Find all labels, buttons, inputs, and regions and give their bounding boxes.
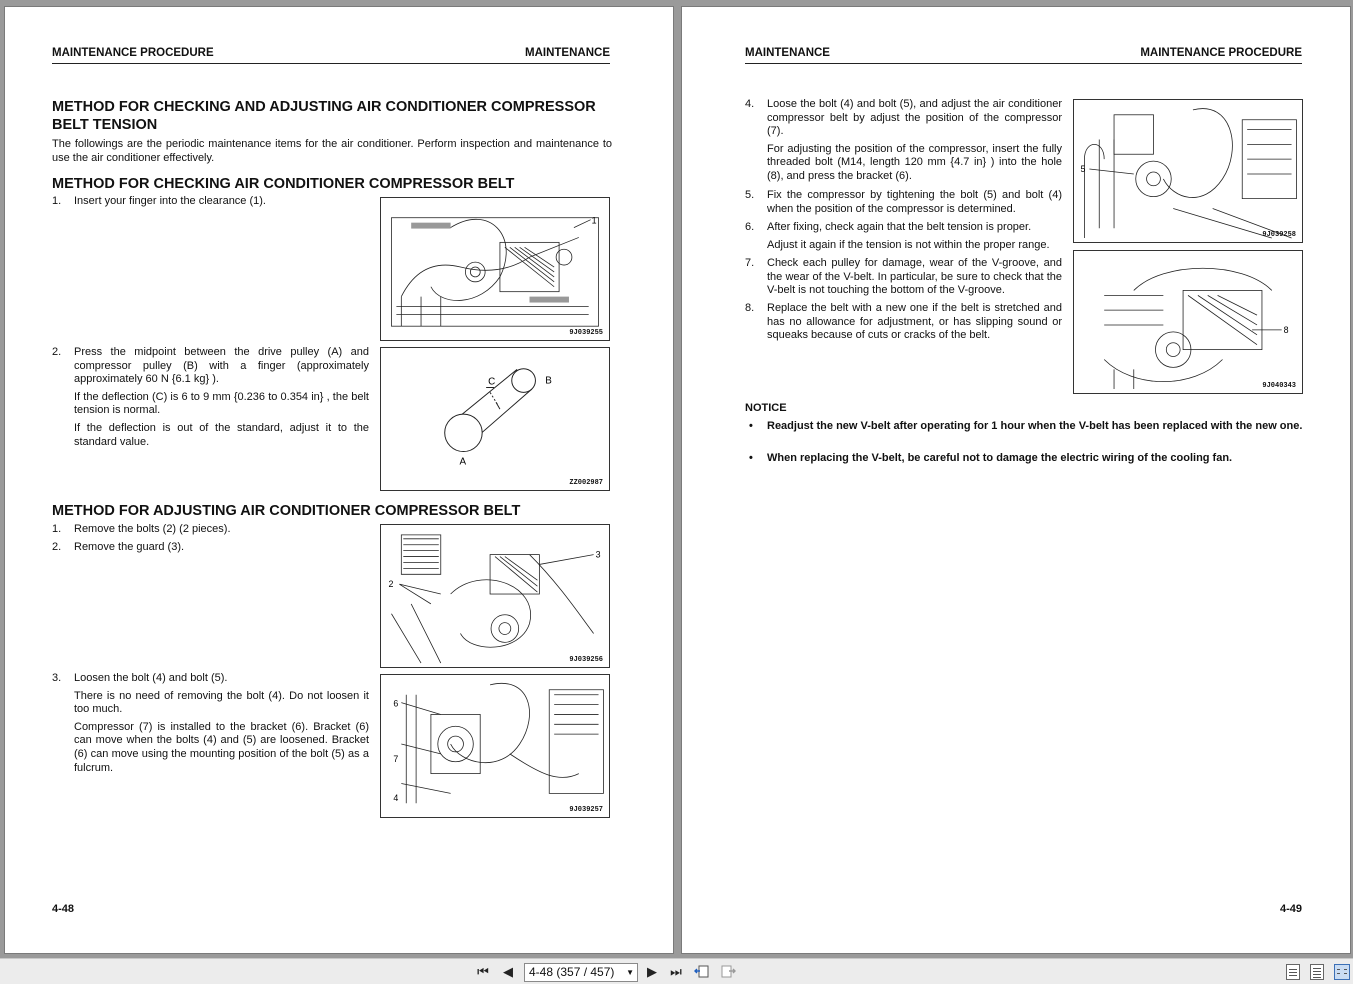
- step-subtext: For adjusting the position of the compressor, insert the fully threaded bolt (M14, length 120 mm {4.7 in} ) into the hole (8), and press the bracket (6).: [767, 142, 1062, 182]
- engine-illustration: [381, 198, 609, 340]
- figure-bolts: [1073, 99, 1303, 243]
- page-select[interactable]: [524, 963, 638, 982]
- callout-label: 8: [1283, 324, 1289, 335]
- page-number: 4-49: [1279, 903, 1302, 915]
- history-forward-button[interactable]: [719, 963, 737, 981]
- header-left: MAINTENANCE PROCEDURE: [52, 47, 214, 59]
- bolts-illustration: [1074, 100, 1302, 242]
- step-item: [745, 221, 1062, 252]
- step-text: Loose the bolt (4) and bolt (5), and adjust the air conditioner compressor belt by adjust the position of the compressor (7).: [767, 98, 1062, 138]
- figure-adjust-hole: [1073, 250, 1303, 394]
- figure-clearance: [380, 197, 610, 341]
- step-number: 4.: [745, 98, 755, 110]
- page-back-icon: [694, 963, 710, 979]
- step-number: 2.: [52, 541, 62, 553]
- step-text: Replace the belt with a new one if the belt is stretched and has no allowance for adjustment, or has slipping sound or squeaks because of cuts or cracks of the belt.: [767, 302, 1062, 342]
- section-title-adjusting: METHOD FOR ADJUSTING AIR CONDITIONER COMPRESSOR BELT: [52, 503, 521, 519]
- step-number: 7.: [745, 257, 755, 269]
- header-left: MAINTENANCE: [745, 47, 830, 59]
- bracket-illustration: [381, 675, 609, 817]
- figure-code: 9J040343: [1262, 382, 1296, 390]
- callout-label: 2: [388, 579, 394, 590]
- adjust-hole-illustration: [1074, 251, 1302, 393]
- guard-illustration: [381, 525, 609, 667]
- first-page-button[interactable]: ⏮: [477, 964, 489, 979]
- callout-label: 6: [393, 698, 399, 709]
- step-subtext: Compressor (7) is installed to the bracket (6). Bracket (6) can move when the bolts (4) and (5) are loosened. Bracket (6) can move using the mounting position of the bolt (5) as a fulcrum.: [74, 720, 369, 774]
- two-page-view-button[interactable]: [1334, 964, 1350, 980]
- last-page-button[interactable]: ⏭: [670, 964, 682, 979]
- figure-guard: [380, 524, 610, 668]
- step-item: [52, 672, 369, 775]
- step-number: 6.: [745, 221, 755, 233]
- label-b: B: [545, 375, 552, 387]
- figure-code: ZZ002987: [569, 479, 603, 487]
- chevron-down-icon[interactable]: ▼: [626, 968, 634, 977]
- right-page: [681, 6, 1351, 954]
- step-text: Fix the compressor by tightening the bolt (5) and bolt (4) when the position of the compressor is determined.: [767, 189, 1062, 215]
- bullet: •: [749, 452, 753, 464]
- running-header: [52, 47, 610, 64]
- step-item: [745, 189, 1062, 216]
- step-item: [52, 523, 369, 537]
- step-subtext: Adjust it again if the tension is not within the proper range.: [767, 238, 1050, 251]
- figure-code: 9J039257: [569, 806, 603, 814]
- history-back-button[interactable]: [693, 963, 711, 981]
- running-header: [745, 47, 1302, 64]
- page-number: 4-48: [52, 903, 75, 915]
- figure-code: 9J039258: [1262, 231, 1296, 239]
- notice-item: [745, 452, 1305, 466]
- figure-code: 9J039256: [569, 656, 603, 664]
- header-right: MAINTENANCE: [525, 47, 610, 59]
- figure-compressor-bracket: [380, 674, 610, 818]
- callout-label: 7: [393, 753, 399, 764]
- figure-code: 9J039255: [569, 329, 603, 337]
- notice-title: NOTICE: [745, 402, 787, 414]
- step-subtext: If the deflection is out of the standard, adjust it to the standard value.: [74, 421, 369, 448]
- step-item: [745, 302, 1062, 343]
- step-item: [745, 257, 1062, 298]
- page-forward-icon: [720, 963, 736, 979]
- continuous-view-button[interactable]: [1310, 964, 1324, 980]
- page-indicator: 4-48 (357 / 457): [529, 965, 615, 979]
- step-subtext: There is no need of removing the bolt (4). Do not loosen it too much.: [74, 689, 369, 716]
- left-page: [4, 6, 674, 954]
- step-item: [52, 346, 369, 449]
- section-title-checking: METHOD FOR CHECKING AIR CONDITIONER COMPRESSOR BELT: [52, 176, 515, 192]
- step-text: Insert your finger into the clearance (1).: [74, 195, 266, 207]
- step-subtext: If the deflection (C) is 6 to 9 mm {0.236 to 0.354 in} , the belt tension is normal.: [74, 390, 369, 417]
- step-text: Check each pulley for damage, wear of the V-groove, and the wear of the V-belt. In particular, be sure to check that the V-belt is not touching the bottom of the V-groove.: [767, 257, 1062, 297]
- label-a: A: [459, 456, 467, 468]
- callout-label: 3: [595, 549, 601, 560]
- step-number: 5.: [745, 189, 755, 201]
- notice-text: When replacing the V-belt, be careful not to damage the electric wiring of the cooling fan.: [767, 452, 1233, 464]
- next-page-button[interactable]: ▶: [647, 964, 657, 979]
- step-number: 8.: [745, 302, 755, 314]
- step-text: Remove the guard (3).: [74, 541, 185, 553]
- step-number: 3.: [52, 672, 62, 684]
- step-text: After fixing, check again that the belt tension is proper.: [767, 221, 1032, 233]
- figure-belt-deflection: [380, 347, 610, 491]
- step-text: Loosen the bolt (4) and bolt (5).: [74, 672, 228, 684]
- callout-label: 1: [591, 215, 597, 226]
- step-number: 1.: [52, 523, 62, 535]
- callout-label: 5: [1080, 163, 1086, 174]
- header-right: MAINTENANCE PROCEDURE: [1140, 47, 1302, 59]
- single-page-view-button[interactable]: [1286, 964, 1300, 980]
- bullet: •: [749, 420, 753, 432]
- pulley-diagram: [381, 348, 609, 490]
- intro-paragraph: The followings are the periodic maintenance items for the air conditioner. Perform inspection and maintenance to use the air conditioner effectively.: [52, 138, 612, 164]
- notice-item: [745, 420, 1305, 434]
- previous-page-button[interactable]: ◀: [503, 964, 513, 979]
- notice-text: Readjust the new V-belt after operating for 1 hour when the V-belt has been replaced with the new one.: [767, 420, 1303, 432]
- step-number: 1.: [52, 195, 62, 207]
- step-item: [52, 541, 369, 555]
- viewer-toolbar: [0, 958, 1353, 984]
- step-text: Remove the bolts (2) (2 pieces).: [74, 523, 231, 535]
- callout-label: 4: [393, 793, 399, 804]
- step-number: 2.: [52, 346, 62, 358]
- step-item: [745, 98, 1062, 184]
- step-text: Press the midpoint between the drive pulley (A) and compressor pulley (B) with a finger (approximately approximately 60 N {6.1 kg} ).: [74, 346, 369, 386]
- label-c: C: [488, 376, 496, 388]
- page-title: METHOD FOR CHECKING AND ADJUSTING AIR CONDITIONER COMPRESSOR BELT TENSION: [52, 99, 596, 133]
- step-item: [52, 195, 369, 209]
